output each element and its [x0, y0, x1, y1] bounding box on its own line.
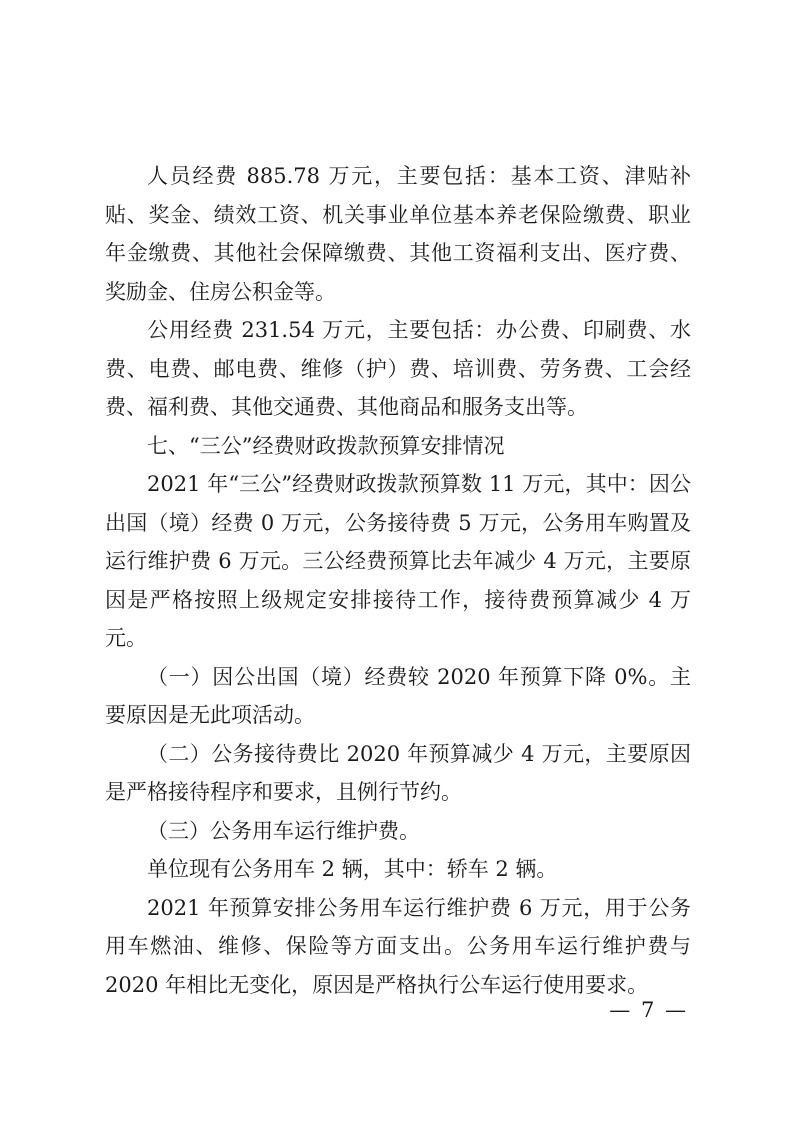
paragraph-vehicle-budget: 2021 年预算安排公务用车运行维护费 6 万元，用于公务用车燃油、维修、保险等方面支出。公务用车运行维护费与 2020 年相比无变化，原因是严格执行公车运行使用要求。 [105, 895, 691, 997]
paragraph-vehicle-count: 单位现有公务用车 2 辆，其中：轿车 2 辆。 [147, 857, 558, 881]
body-text [105, 157, 691, 1004]
section-heading-three-public: 七、“三公”经费财政拨款预算安排情况 [147, 433, 505, 458]
paragraph-personnel-expenses: 人员经费 885.78 万元，主要包括：基本工资、津贴补贴、奖金、绩效工资、机关事业单位基本养老保险缴费、职业年金缴费、其他社会保障缴费、其他工资福利支出、医疗费、奖励金、住房公积金等。 [105, 164, 691, 304]
paragraph-reception: （二）公务接待费比 2020 年预算减少 4 万元，主要原因是严格接待程序和要求，且例行节约。 [105, 741, 691, 804]
paragraph-vehicle-maintenance-heading: （三）公务用车运行维护费。 [147, 818, 420, 843]
page-number: — 7 — [609, 998, 688, 1022]
paragraph-three-public-budget: 2021 年“三公”经费财政拨款预算数 11 万元，其中：因公出国（境）经费 0 万元，公务接待费 5 万元，公务用车购置及运行维护费 6 万元。三公经费预算比去年减少 4 万元，主要原因是严格按照上级规定安排接待工作，接待费预算减少 4 万元。 [105, 472, 691, 650]
paragraph-overseas-travel: （一）因公出国（境）经费较 2020 年预算下降 0%。主要原因是无此项活动。 [105, 664, 691, 727]
paragraph-public-expenses: 公用经费 231.54 万元，主要包括：办公费、印刷费、水费、电费、邮电费、维修（护）费、培训费、劳务费、工会经费、福利费、其他交通费、其他商品和服务支出等。 [105, 318, 691, 419]
